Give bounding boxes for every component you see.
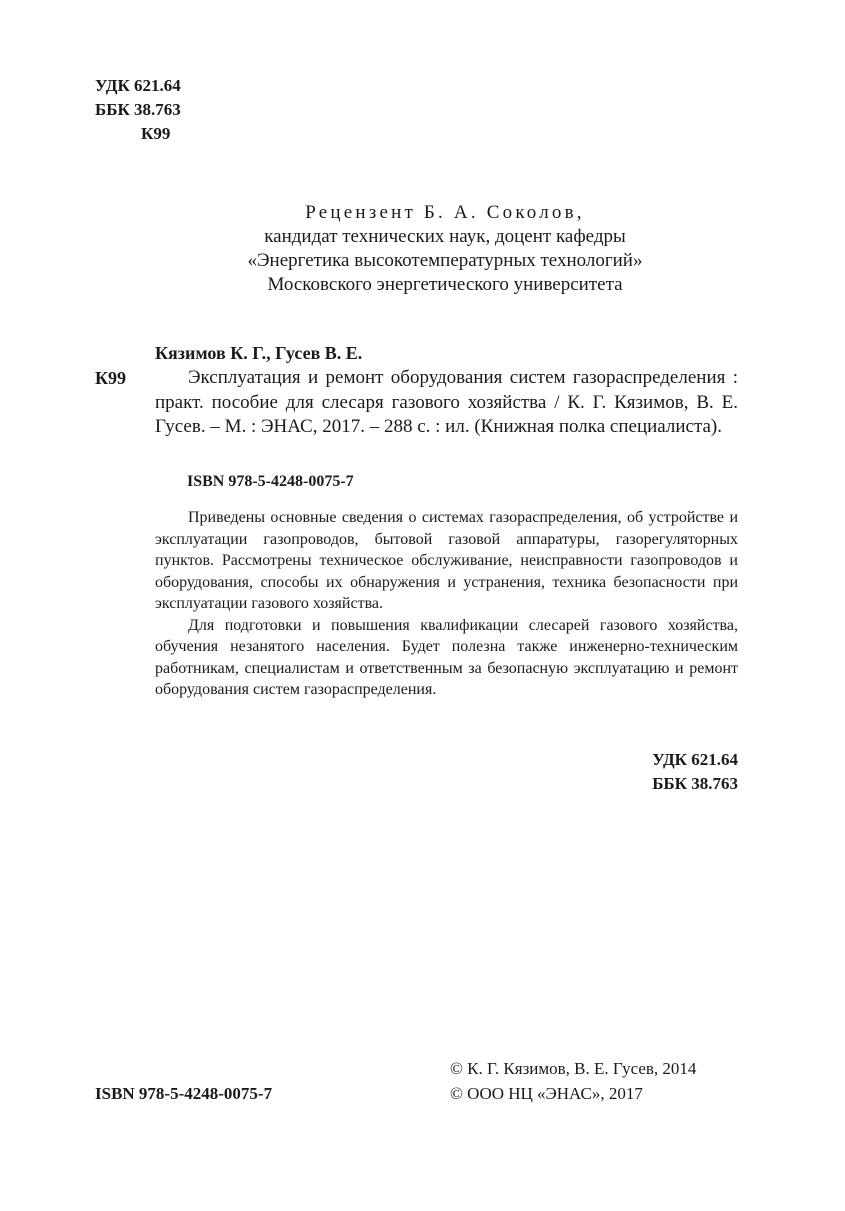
bbk-code: ББК 38.763 — [652, 774, 738, 793]
author-sign-left: К99 — [95, 368, 127, 388]
author-sign: К99 — [141, 124, 171, 143]
classification-block-bottom — [560, 748, 738, 796]
reviewer-department: «Энергетика высокотемпературных технологий» — [247, 250, 643, 271]
isbn-main: ISBN 978-5-4248-0075-7 — [187, 473, 354, 490]
authors-heading: Кязимов К. Г., Гусев В. Е. — [155, 343, 363, 363]
copyright-block — [450, 1056, 696, 1106]
classification-block-top — [95, 74, 181, 146]
reviewer-degree: кандидат технических наук, доцент кафедры — [264, 226, 626, 247]
copyright-publisher: © ООО НЦ «ЭНАС», 2017 — [450, 1084, 643, 1103]
reviewer-name: Рецензент Б. А. Соколов, — [305, 202, 585, 223]
reviewer-block — [150, 201, 740, 297]
bibliographic-description — [155, 366, 738, 440]
reviewer-university: Московского энергетического университета — [267, 274, 623, 295]
abstract-paragraph: Приведены основные сведения о системах газораспределения, об устройстве и эксплуатации газопроводов, бытовой газовой аппаратуры, газорегуляторных пунктов. Рассмотрены техническое обслуживание, неисправности газопроводов и оборудования, способы их обнаружения и устранения, техника безопасности при эксплуатации газового хозяйства. — [155, 509, 738, 612]
copyright-authors: © К. Г. Кязимов, В. Е. Гусев, 2014 — [450, 1059, 697, 1078]
abstract — [155, 507, 738, 701]
bbk-code: ББК 38.763 — [95, 100, 181, 119]
bibliographic-text: Эксплуатация и ремонт оборудования систем газораспределения : практ. пособие для слесаря газового хозяйства / К. Г. Кязимов, В. Е. Гусев. – М. : ЭНАС, 2017. – 288 с. : ил. (Книжная полка специалиста). — [155, 367, 738, 437]
udk-code: УДК 621.64 — [95, 76, 181, 95]
udk-code: УДК 621.64 — [652, 750, 738, 769]
isbn-footer: ISBN 978-5-4248-0075-7 — [95, 1084, 273, 1103]
abstract-paragraph: Для подготовки и повышения квалификации слесарей газового хозяйства, обучения незанятого населения. Будет полезна также инженерно-техническим работникам, специалистам и ответственным за безопасную эксплуатацию и ремонт оборудования систем газораспределения. — [155, 616, 738, 698]
